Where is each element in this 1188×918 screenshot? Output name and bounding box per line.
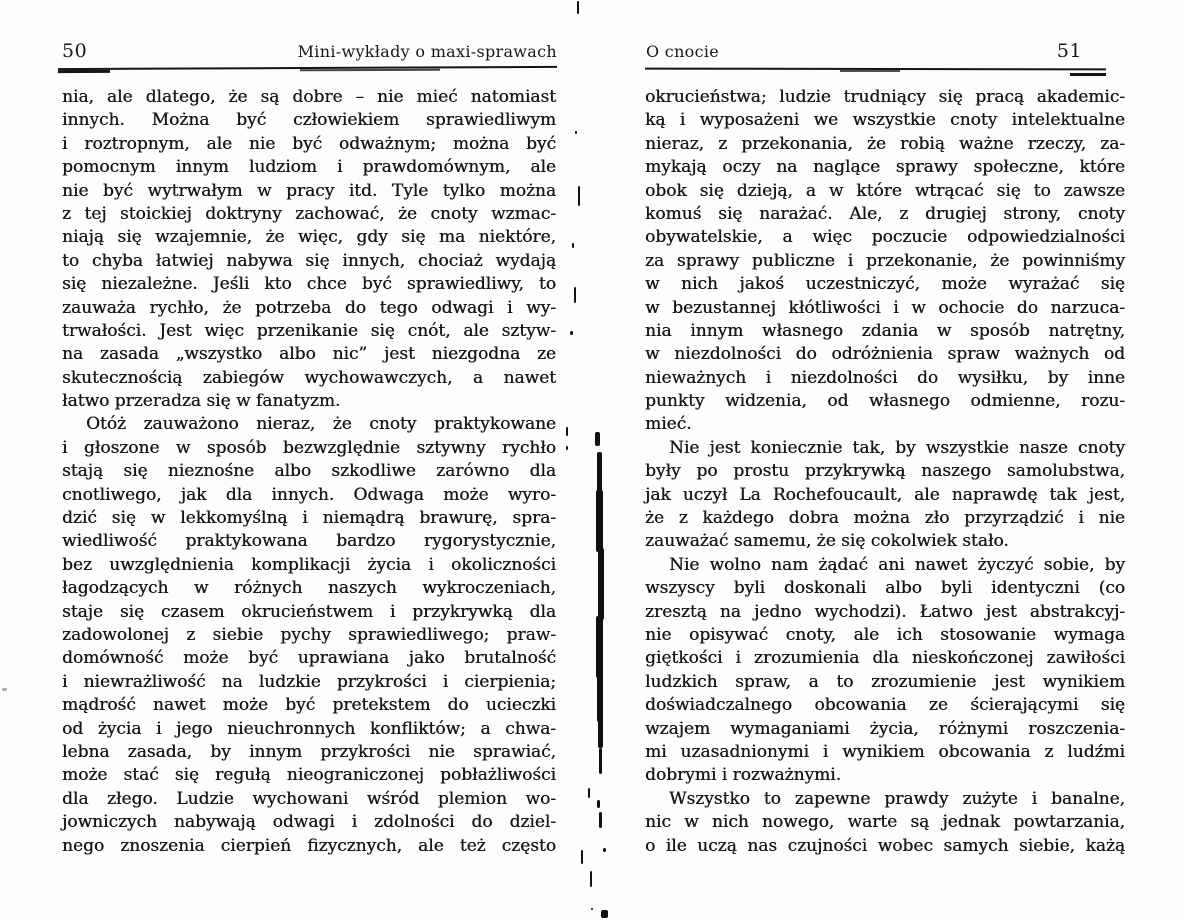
scan-artifact [597,452,602,494]
text-line: nieważnych i niezdolności do wysiłku, by inne [645,367,1125,388]
text-line: mądrość nawet może być pretekstem do ucieczki [62,695,556,716]
text-line: skutecznością zabiegów wychowawczych, a nawet [62,367,556,388]
right-header-rule-artifact [840,70,900,72]
text-line: nia innym własnego zdania w sposób natrętny, [645,320,1125,341]
text-line: nie być wytrwałym w pracy itd. Tyle tylko można [62,180,556,201]
scan-artifact [590,871,592,887]
text-line: i niewrażliwość na ludzkie przykrości i cierpienia; [62,671,556,692]
scan-artifact [599,812,602,828]
right-page-number: 51 [1056,40,1082,62]
text-line: obywatelskie, a więc poczucie odpowiedzialności [645,227,1125,248]
scan-artifact [578,186,580,206]
text-line: obok się dzieją, a w które wtrącać się to zawsze [645,180,1125,201]
text-line: Wszystko to zapewne prawdy zużyte i banalne, [669,788,1125,809]
text-line: to chyba łatwiej nabywa się innych, chociaż wydają [62,250,556,271]
scan-artifact [581,850,583,864]
text-line: od życia i jego nieuchronnych konfliktów; a chwa- [62,718,556,739]
scan-artifact [601,910,608,918]
text-line: wszyscy byli doskonali albo byli identyczni (co [645,578,1125,599]
scan-artifact [566,446,568,450]
text-line: Nie jest koniecznie tak, by wszystkie nasze cnoty [669,437,1125,458]
text-line: zadowolonej z siebie pychy sprawiedliwego; praw- [62,624,556,645]
text-line: w bezustannej kłótliwości i w ochocie do narzuca- [645,297,1125,318]
text-line: i głoszone w sposób bezwzględnie sztywny rychło [62,437,556,458]
text-line: wiedliwość praktykowana bardzo rygorystycznie, [62,531,556,552]
scan-artifact [566,427,568,436]
right-page-header [646,40,1082,62]
scan-artifact [588,788,590,798]
text-line: w nich jakoś uczestniczyć, może wyrażać się [645,274,1125,295]
text-line: innych. Można być człowiekiem sprawiedliwym [62,110,556,131]
scan-artifact [598,548,604,620]
left-running-head: Mini-wykłady o maxi-sprawach [297,42,557,61]
text-line: punkty widzenia, od własnego odmienne, rozu- [645,391,1125,412]
text-line: łagodzących w różnych naszych wykroczeniach, [62,578,556,599]
scan-artifact [596,616,603,678]
text-line: okrucieństwa; ludzie trudniący się pracą akademic- [645,87,1125,107]
text-line: może stać się regułą nieograniczonej pobłażliwości [62,765,556,786]
text-line: niają się wzajemnie, że więc, gdy się ma niektóre, [62,227,556,248]
scan-artifact [598,718,603,748]
text-line: komuś się narażać. Ale, z drugiej strony, cnoty [645,203,1125,224]
scan-artifact [570,331,573,335]
text-line: i roztropnym, ale nie być odważnym; można być [62,133,556,154]
text-line: nie opisywać cnoty, ale ich stosowanie wymaga [645,624,1125,645]
scan-artifact [597,800,600,808]
text-line: nia, ale dlatego, że są dobre – nie mieć natomiast [62,87,556,107]
text-line: jowniczych nabywają odwagi i zdolności do dziel- [62,812,556,833]
text-line: lebna zasada, by innym przykrości nie sprawiać, [62,741,556,762]
text-line: wzajem wymaganiami życia, różnymi roszczenia- [645,718,1125,739]
text-line: nieraz, z przekonania, że robią ważne rzeczy, za- [645,133,1125,154]
text-line: dobrymi i rozważnymi. [645,765,842,786]
scan-artifact [575,131,577,134]
left-page-header [62,40,557,62]
text-line: za sprawy publiczne i przekonanie, że powinniśmy [645,250,1125,271]
left-header-rule-artifact [300,69,440,71]
right-page-number-underline [1070,73,1106,76]
text-line: mi uzasadnionymi i wynikiem obcowania z ludźmi [645,741,1125,762]
scan-artifact [572,243,574,248]
text-line: nic w nich nowego, warte są jednak powtarzania, [645,812,1125,833]
scan-artifact [599,748,602,774]
text-line: dzić się w lekkomyślną i niemądrą brawurę, spra- [62,508,556,529]
scan-artifact [603,848,606,852]
text-line: stają się nieznośne albo szkodliwe zarówno dla [62,461,556,482]
text-line: pomocnym innym ludziom i prawdomównym, ale [62,157,556,178]
text-line: domówność może być uprawiana jako brutalność [62,648,556,669]
text-line: łatwo przeradza się w fanatyzm. [62,391,341,412]
text-line: zauważać samemu, że się cokolwiek stało. [645,531,1009,552]
text-line: mieć. [645,414,692,435]
text-line: Nie wolno nam żądać ani nawet życzyć sobie, by [669,554,1125,575]
text-line: doświadczalnego obcowania ze ścierającymi się [645,695,1125,716]
text-line: dla złego. Ludzie wychowani wśród plemion wo- [62,788,556,809]
text-line: Otóż zauważono nieraz, że cnoty praktykowane [86,414,556,435]
text-line: cnotliwego, jak dla innych. Odwaga może wyro- [62,484,556,505]
right-running-head: O cnocie [646,42,720,61]
text-line: o ile uczą nas czujności wobec samych siebie, każą [645,835,1125,856]
text-line: jak uczył La Rochefoucault, ale naprawdę tak jest, [645,484,1125,505]
text-line: były po prostu przykrywką naszego samolubstwa, [645,461,1125,482]
scan-artifact [596,490,603,552]
left-page-text [62,86,556,858]
text-line: staje się czasem okrucieństwem i przykrywką dla [62,601,556,622]
scan-artifact [595,432,600,446]
text-line: mykają oczy na naglące sprawy społeczne, które [645,157,1125,178]
text-line: trwałości. Jest więc przenikanie się cnót, ale sztyw- [62,320,556,341]
text-line: zresztą na jedno wychodzi). Łatwo jest abstrakcyj- [645,601,1125,622]
text-line: zauważa rychło, że potrzeba do tego odwagi i wy- [62,297,556,318]
left-page-number-underline [58,70,110,73]
text-line: giętkości i zrozumienia dla nieskończonej zawiłości [645,648,1125,669]
text-line: w niezdolności do odróżnienia spraw ważnych od [645,344,1125,365]
text-line: nego znoszenia cierpień fizycznych, ale też często [62,835,556,856]
left-page-number: 50 [62,40,88,62]
text-line: na zasada „wszystko albo nic” jest niezgodna ze [62,344,556,365]
scan-artifact [591,908,593,910]
right-page-text [645,86,1125,858]
scan-artifact [2,688,7,691]
scan-artifact [597,674,603,722]
text-line: że z każdego dobra można zło przyrządzić i nie [645,508,1125,529]
text-line: się niezależne. Jeśli kto chce być sprawiedliwy, to [62,274,556,295]
text-line: ludzkich spraw, a to zrozumienie jest wynikiem [645,671,1125,692]
text-line: bez uwzględnienia komplikacji życia i okoliczności [62,554,556,575]
scan-artifact [577,1,579,14]
text-line: z tej stoickiej doktryny zachować, że cnoty wzmac- [62,203,556,224]
scan-artifact [574,287,576,303]
text-line: ką i wyposażeni we wszystkie cnoty intelektualne [645,110,1125,131]
